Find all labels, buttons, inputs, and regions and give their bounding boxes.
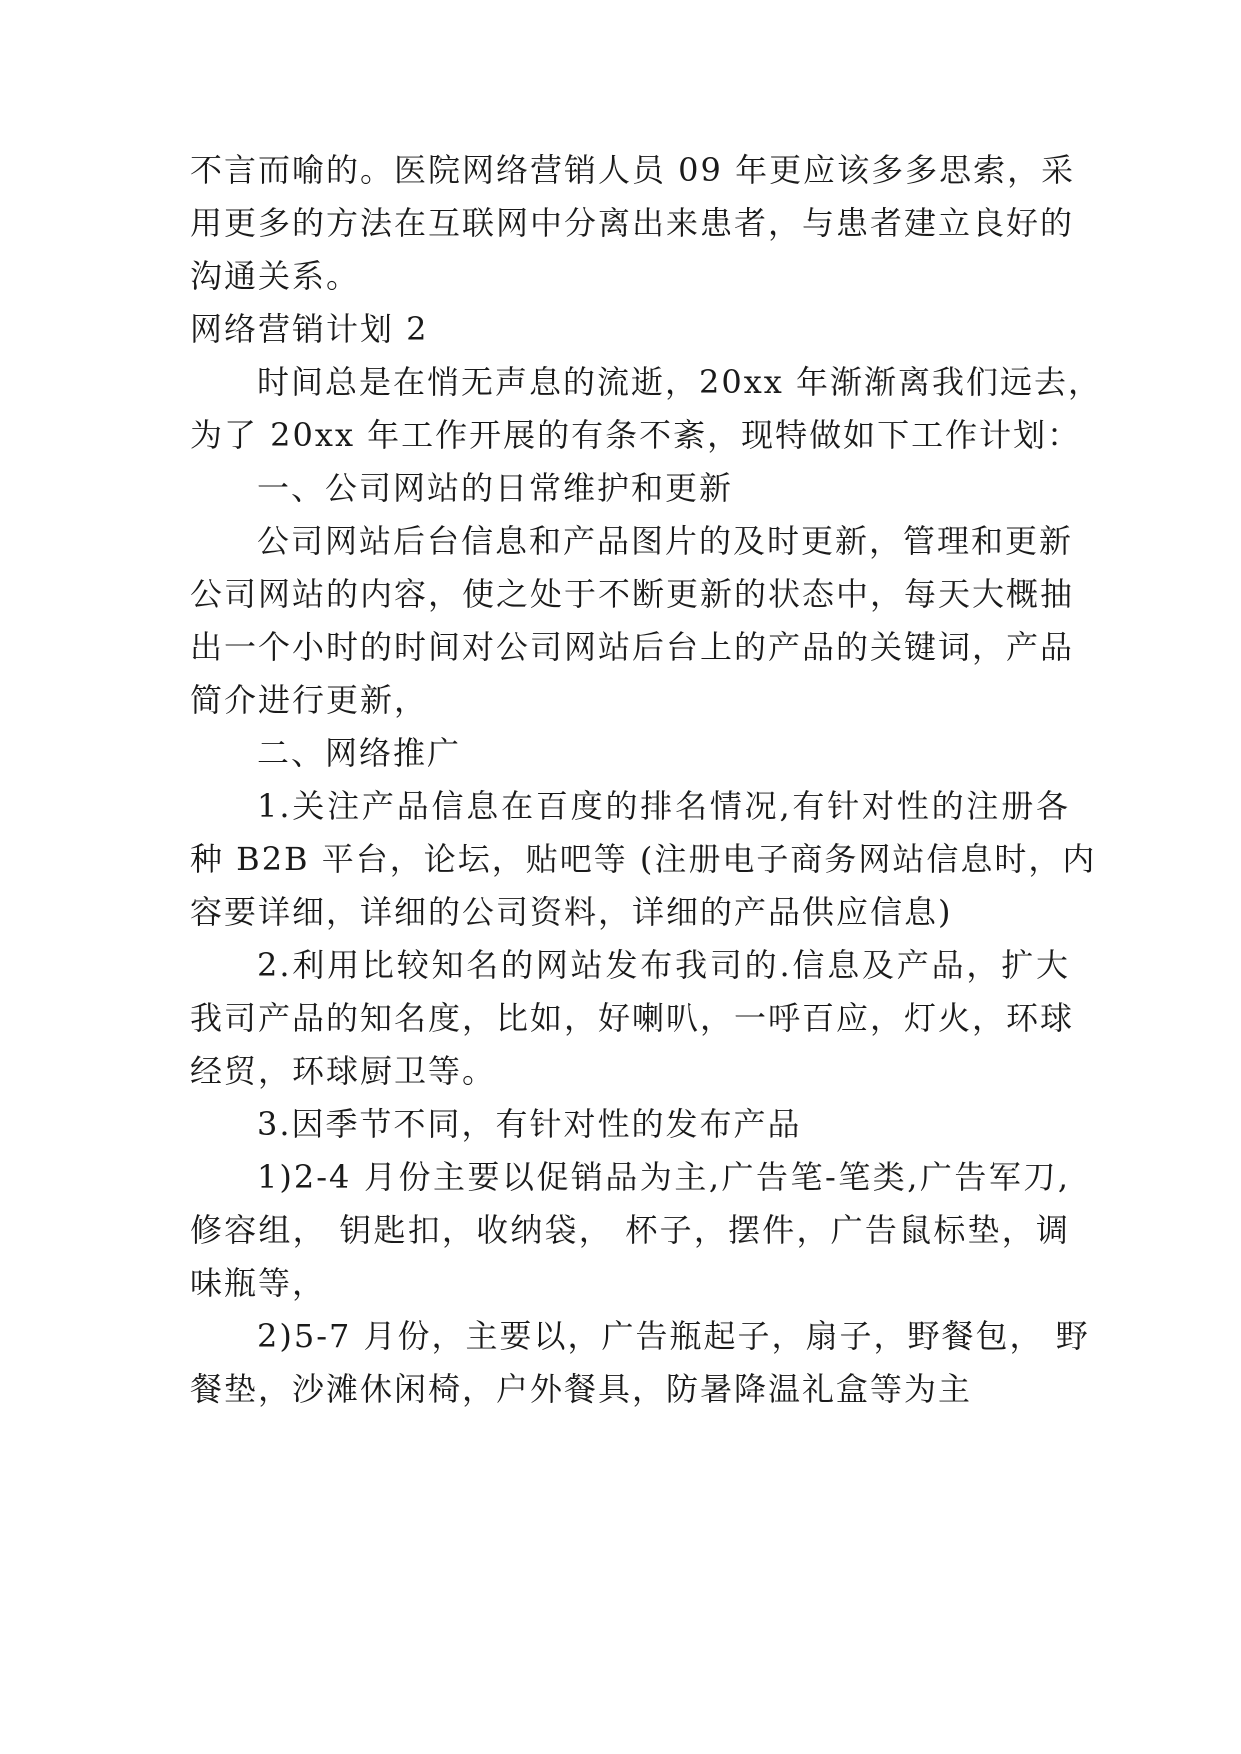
body-text-line: 时间总是在悄无声息的流逝，20xx 年渐渐离我们远去， <box>257 363 1102 401</box>
body-text-line: 修容组， 钥匙扣，收纳袋， 杯子，摆件，广告鼠标垫，调 <box>190 1211 1070 1249</box>
body-text-line: 2.利用比较知名的网站发布我司的.信息及产品，扩大 <box>257 946 1070 984</box>
body-text-line: 出一个小时的时间对公司网站后台上的产品的关键词，产品 <box>190 628 1075 666</box>
subheading: 二、网络推广 <box>257 734 462 772</box>
body-text-line: 味瓶等， <box>190 1264 327 1302</box>
body-text-line: 用更多的方法在互联网中分离出来患者，与患者建立良好的 <box>190 204 1075 242</box>
body-text-line: 经贸，环球厨卫等。 <box>190 1052 497 1090</box>
body-text-line: 容要详细，详细的公司资料，详细的产品供应信息) <box>190 893 953 931</box>
body-text-line: 种 B2B 平台，论坛，贴吧等 (注册电子商务网站信息时，内 <box>190 840 1097 878</box>
body-text-line: 公司网站的内容，使之处于不断更新的状态中，每天大概抽 <box>190 575 1075 613</box>
body-text-line: 沟通关系。 <box>190 257 361 295</box>
body-text-line: 1.关注产品信息在百度的排名情况,有针对性的注册各 <box>257 787 1070 825</box>
body-text-line: 公司网站后台信息和产品图片的及时更新，管理和更新 <box>257 522 1074 560</box>
subheading: 一、公司网站的日常维护和更新 <box>257 469 734 507</box>
body-text-line: 我司产品的知名度，比如，好喇叭，一呼百应，灯火，环球 <box>190 999 1075 1037</box>
body-text-line: 简介进行更新， <box>190 681 429 719</box>
body-text-line: 餐垫，沙滩休闲椅，户外餐具，防暑降温礼盒等为主 <box>190 1370 973 1408</box>
body-text-line: 为了 20xx 年工作开展的有条不紊，现特做如下工作计划： <box>190 416 1082 454</box>
body-text-line: 不言而喻的。医院网络营销人员 09 年更应该多多思索，采 <box>190 151 1076 189</box>
body-text-line: 1)2-4 月份主要以促销品为主,广告笔-笔类,广告军刀, <box>257 1158 1070 1196</box>
section-heading: 网络营销计划 2 <box>190 310 429 348</box>
body-text-line: 3.因季节不同，有针对性的发布产品 <box>257 1105 802 1143</box>
body-text-line: 2)5-7 月份，主要以，广告瓶起子，扇子，野餐包， 野 <box>257 1317 1090 1355</box>
